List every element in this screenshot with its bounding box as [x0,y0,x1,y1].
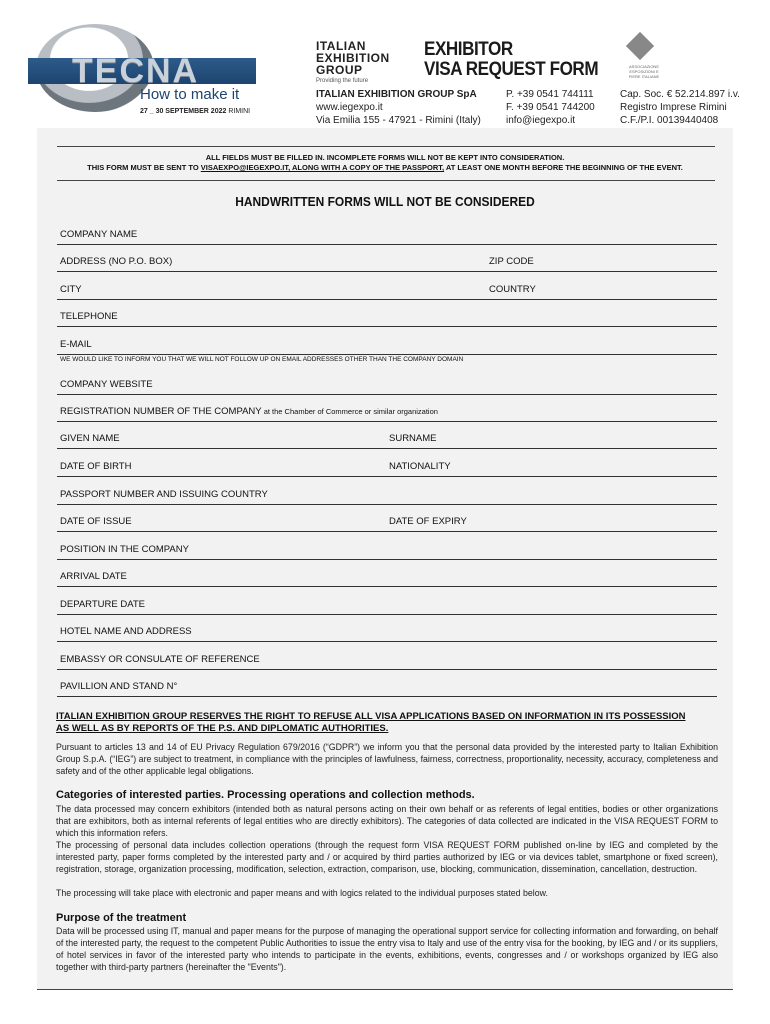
categories-paragraph-3: The processing will take place with electronic and paper means and with logics related to the individual purposes stated below. [56,888,548,898]
country-label: COUNTRY [489,284,536,295]
address-field[interactable] [57,271,717,272]
ieg-line-2: EXHIBITION [316,51,390,65]
title-line-1: EXHIBITOR [424,39,513,60]
top-divider [57,146,715,147]
address-label: ADDRESS (NO P.O. BOX) [60,256,173,267]
handwritten-warning: HANDWRITTEN FORMS WILL NOT BE CONSIDERED [235,194,535,209]
company-legal [620,88,740,127]
dob-field[interactable] [57,476,717,477]
passport-field[interactable] [57,504,717,505]
telephone-field[interactable] [57,326,717,327]
zip-label: ZIP CODE [489,256,534,267]
logo-brand: TECNA [72,52,200,90]
embassy-label: EMBASSY OR CONSULATE OF REFERENCE [60,654,260,665]
form-title [424,40,617,80]
categories-heading: Categories of interested parties. Processing operations and collection methods. [56,789,475,801]
pavillion-field[interactable] [57,696,717,697]
position-label: POSITION IN THE COMPANY [60,544,189,555]
nationality-label: NATIONALITY [389,461,451,472]
reserve-statement: ITALIAN EXHIBITION GROUP RESERVES THE RIGHT TO REFUSE ALL VISA APPLICATIONS BASED ON INFORMATION IN ITS POSSESSION AS WELL AS BY REPORTS OF THE P.S. AND DIPLOMATIC AUTHORITIES. [56,711,686,734]
email: info@iegexpo.it [506,115,576,126]
telephone-label: TELEPHONE [60,311,118,322]
date-issue-field[interactable] [57,531,717,532]
registration-field[interactable] [57,421,717,422]
company-web: www.iegexpo.it [316,102,383,113]
website-field[interactable] [57,394,717,395]
share-capital: Cap. Soc. € 52.214.897 i.v. [620,89,740,100]
emblem-icon [626,32,654,60]
phone: P. +39 0541 744111 [506,89,594,100]
company-name-field[interactable] [57,244,717,245]
registration-label [60,404,438,420]
given-name-label: GIVEN NAME [60,433,120,444]
event-city: RIMINI [228,108,251,115]
categories-paragraph-2: The processing of personal data includes collection operations (through the request form VISA REQUEST FORM published on-line by IEG and completed by the interested party, paper forms completed by the interested party and / or acquired by third parties authorized by IEG or via devices tablet, smartphone or fixed screen), registration, storage, organization processing, modification, selection, extraction, comparison, use, blocking, communication, dissemination, cancellation, destruction. [56,840,718,874]
ieg-logo [316,40,390,84]
purpose-heading: Purpose of the treatment [56,912,187,924]
notice-divider [57,180,715,181]
company-contacts [506,88,595,127]
tecna-logo [28,22,258,122]
notice-email-link[interactable]: VISAEXPO@IEGEXPO.IT, ALONG WITH A COPY OF THE PASSPORT, [200,163,445,172]
categories-paragraph-1: The data processed may concern exhibitors (intended both as natural persons acting on their own behalf or as referents of legal entities, bodies or other organizations that are exhibitors, both as internal referents of legal entities who are directly exhibitors). The categories of data collected are indicated in the VISA REQUEST FORM to which this information refers. [56,804,718,838]
ieg-tagline: Providing the future [316,78,369,84]
position-field[interactable] [57,559,717,560]
city-label: CITY [60,284,82,295]
email-field[interactable] [57,354,717,355]
privacy-paragraph: Pursuant to articles 13 and 14 of EU Privacy Regulation 679/2016 (“GDPR”) we inform you that the personal data provided by the interested party to Italian Exhibition Group S.p.A. (“IEG”) are subject to treatment, in compliance with the principles of lawfulness, fairness, correctness, proportionality, necessity, accuracy, completeness and safety and of the other applicable legal obligations. [56,742,718,776]
website-label: COMPANY WEBSITE [60,379,153,390]
date-issue-label: DATE OF ISSUE [60,516,132,527]
registry: Registro Imprese Rimini [620,102,727,113]
email-label: E-MAIL [60,339,92,350]
logo-tagline: How to make it [140,86,240,103]
registration-label-main: REGISTRATION NUMBER OF THE COMPANY [60,406,262,417]
dob-label: DATE OF BIRTH [60,461,132,472]
passport-label: PASSPORT NUMBER AND ISSUING COUNTRY [60,489,268,500]
company-address [316,88,481,127]
notice-line-1: ALL FIELDS MUST BE FILLED IN. INCOMPLETE FORMS WILL NOT BE KEPT INTO CONSIDERATION. [205,153,565,162]
bottom-divider [37,989,733,990]
arrival-field[interactable] [57,586,717,587]
arrival-label: ARRIVAL DATE [60,571,127,582]
surname-label: SURNAME [389,433,437,444]
company-name: ITALIAN EXHIBITION GROUP SpA [316,89,477,100]
date-expiry-label: DATE OF EXPIRY [389,516,467,527]
ieg-line-1: ITALIAN [316,39,366,53]
event-date [140,108,250,115]
hotel-field[interactable] [57,641,717,642]
departure-label: DEPARTURE DATE [60,599,145,610]
company-street: Via Emilia 155 - 47921 - Rimini (Italy) [316,115,481,126]
email-note: WE WOULD LIKE TO INFORM YOU THAT WE WILL NOT FOLLOW UP ON EMAIL ADDRESSES OTHER THAN THE COMPANY DOMAIN [60,356,464,363]
event-date-range: 27 _ 30 SEPTEMBER 2022 [140,108,227,115]
registration-label-note: at the Chamber of Commerce or similar organization [261,407,438,416]
company-name-label: COMPANY NAME [60,229,138,240]
vat-number: C.F./P.I. 00139440408 [620,115,719,126]
name-field[interactable] [57,448,717,449]
fax: F. +39 0541 744200 [506,102,595,113]
city-field[interactable] [57,299,717,300]
aefi-emblem [622,36,662,86]
purpose-paragraph: Data will be processed using IT, manual and paper means for the purpose of managing the operational support service for collecting information and forwarding, on behalf of the interested party, the request to the competent Public Authorities to issue the entry visa to Italy and use of the entry visa for the booking, by IEG and / or its suppliers, of hotel services in favor of the interested party who intends to participate in the events, exhibitions, events, congresses and / or workshops organized by IEG also together with third-party partners (hereinafter the "Events"). [56,926,718,972]
notice-line-2 [37,163,733,173]
header [0,0,770,128]
embassy-field[interactable] [57,669,717,670]
pavillion-label: PAVILLION AND STAND N° [60,681,178,692]
title-line-2: VISA REQUEST FORM [424,59,599,80]
notice-text-a: THIS FORM MUST BE SENT TO [87,163,201,172]
notice-text-b: AT LEAST ONE MONTH BEFORE THE BEGINNING OF THE EVENT. [444,163,683,172]
emblem-text: ASSOCIAZIONE ESPOSIZIONI E FIERE ITALIANE [628,64,660,79]
ieg-line-3: GROUP [316,63,363,77]
departure-field[interactable] [57,614,717,615]
hotel-label: HOTEL NAME AND ADDRESS [60,626,192,637]
